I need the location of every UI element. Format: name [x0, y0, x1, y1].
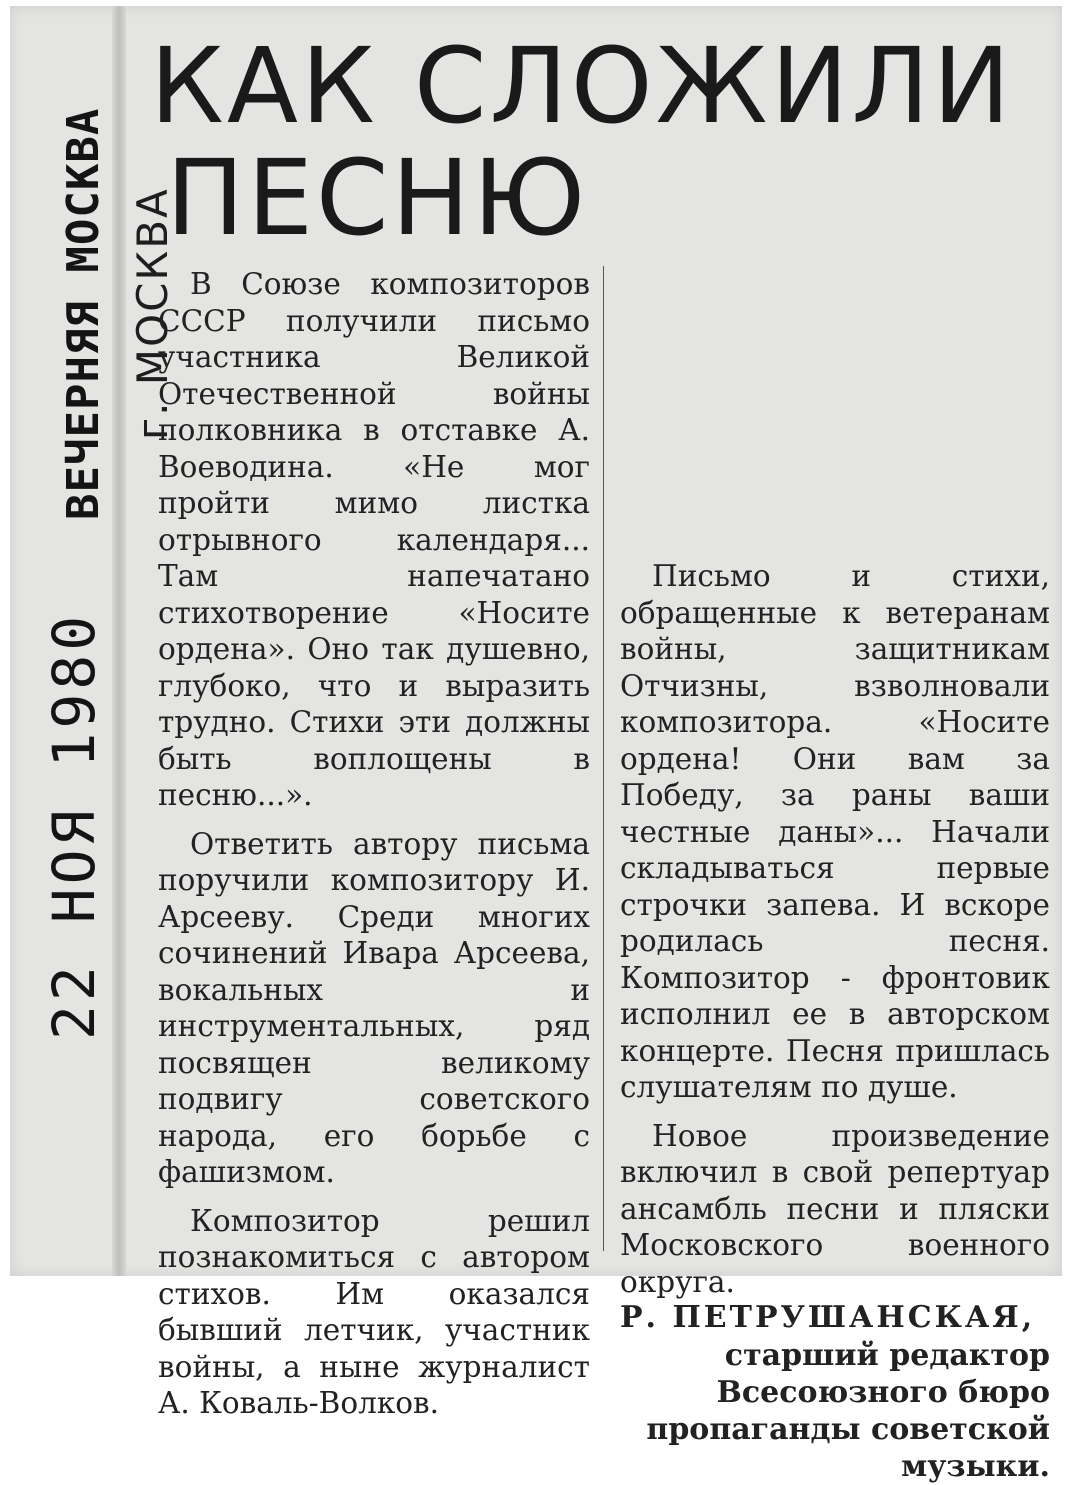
article-headline — [150, 25, 1030, 259]
author-name: Р. ПЕТРУШАНСКАЯ, — [620, 1300, 1036, 1335]
clipping-fold-edge — [112, 6, 126, 1276]
article-column-left — [158, 266, 590, 1422]
article-column-right — [620, 266, 1050, 1485]
headline-line-1: КАК СЛОЖИЛИ — [150, 25, 1014, 147]
city-stamp: г. МОСКВА — [128, 187, 177, 440]
paragraph-3: Композитор решил познакомиться с автором стихов. Им оказался бывший летчик, участник войны, а ныне журналист А. Коваль-Волков. — [158, 1203, 590, 1420]
column-divider — [603, 266, 604, 1251]
paragraph-2: Ответить автору письма поручили композитору И. Арсееву. Среди многих сочинений Ивара Арсеева, вокальных и инструментальных, ряд посвящен великому подвигу советского народа, его борьбе с фашизмом. — [158, 826, 590, 1189]
headline-line-2: ПЕСНЮ — [166, 137, 589, 259]
newspaper-name-stamp: ВЕЧЕРНЯЯ МОСКВА — [58, 107, 109, 520]
paragraph-5: Новое произведение включил в свой репертуар ансамбль песни и пляски Московского военного округа. — [620, 1118, 1050, 1299]
paragraph-4: Письмо и стихи, обращенные к ветеранам войны, защитникам Отчизны, взволновали композитора. «Носите ордена! Они вам за Победу, за раны ваши честные даны»... Начали складываться первые строчки запева. И вскоре родилась песня. Композитор - фронтовик исполнил ее в авторском концерте. Песня пришлась слушателям по душе. — [620, 559, 1050, 1104]
date-stamp: 22 НОЯ 1980 — [40, 611, 108, 1040]
author-role: старший редактор Всесоюзного бюро пропаганды советской музыки. — [646, 1337, 1050, 1484]
paragraph-1: В Союзе композиторов СССР получили письмо участника Великой Отечественной войны полковника в отставке А. Воеводина. «Не мог пройти мимо листка отрывного календаря... Там напечатано стихотворение «Носите ордена». Оно так душевно, глубоко, что и выразить трудно. Стихи эти должны быть воплощены в песню...». — [158, 267, 590, 812]
